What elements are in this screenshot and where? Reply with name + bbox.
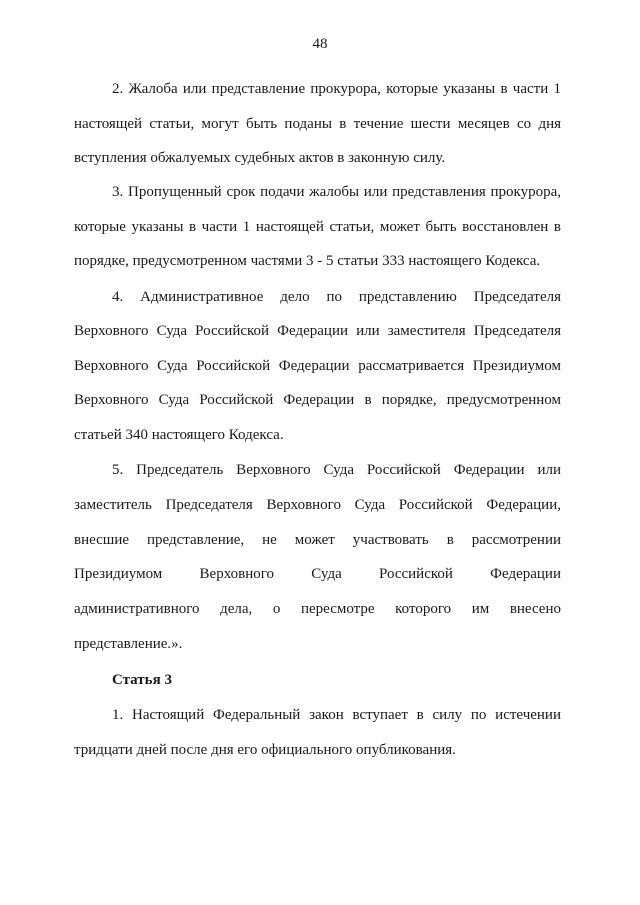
paragraph-line: заместитель Председателя Верховного Суда Российской Федерации, (74, 497, 561, 513)
paragraph-line: представление.». (74, 636, 183, 652)
paragraph-line: порядке, предусмотренном частями 3 - 5 статьи 333 настоящего Кодекса. (74, 253, 541, 269)
paragraph-line: 5. Председатель Верховного Суда Российской Федерации или (112, 462, 561, 478)
paragraph-line: внесшие представление, не может участвовать в рассмотрении (74, 532, 561, 548)
paragraph-line: вступления обжалуемых судебных актов в законную силу. (74, 150, 446, 166)
paragraph-line: 3. Пропущенный срок подачи жалобы или представления прокурора, (112, 184, 561, 200)
paragraph-line: 1. Настоящий Федеральный закон вступает в силу по истечении (112, 707, 561, 723)
paragraph-line: статьей 340 настоящего Кодекса. (74, 427, 284, 443)
paragraph-line: которые указаны в части 1 настоящей статьи, может быть восстановлен в (74, 219, 561, 235)
paragraph-line: административного дела, о пересмотре которого им внесено (74, 601, 561, 617)
paragraph-line: 2. Жалоба или представление прокурора, которые указаны в части 1 (112, 81, 561, 97)
paragraph-line: настоящей статьи, могут быть поданы в течение шести месяцев со дня (74, 116, 561, 132)
paragraph-line: Верховного Суда Российской Федерации в порядке, предусмотренном (74, 392, 561, 408)
article-heading: Статья 3 (112, 672, 172, 688)
page-number: 48 (312, 36, 328, 52)
paragraph-line: тридцати дней после дня его официального опубликования. (74, 742, 456, 758)
paragraph-line: Верховного Суда Российской Федерации или заместителя Председателя (74, 323, 561, 339)
paragraph-line: Верховного Суда Российской Федерации рассматривается Президиумом (74, 358, 561, 374)
paragraph-line: 4. Административное дело по представлению Председателя (112, 289, 561, 305)
paragraph-line: Президиумом Верховного Суда Российской Федерации (74, 566, 561, 582)
